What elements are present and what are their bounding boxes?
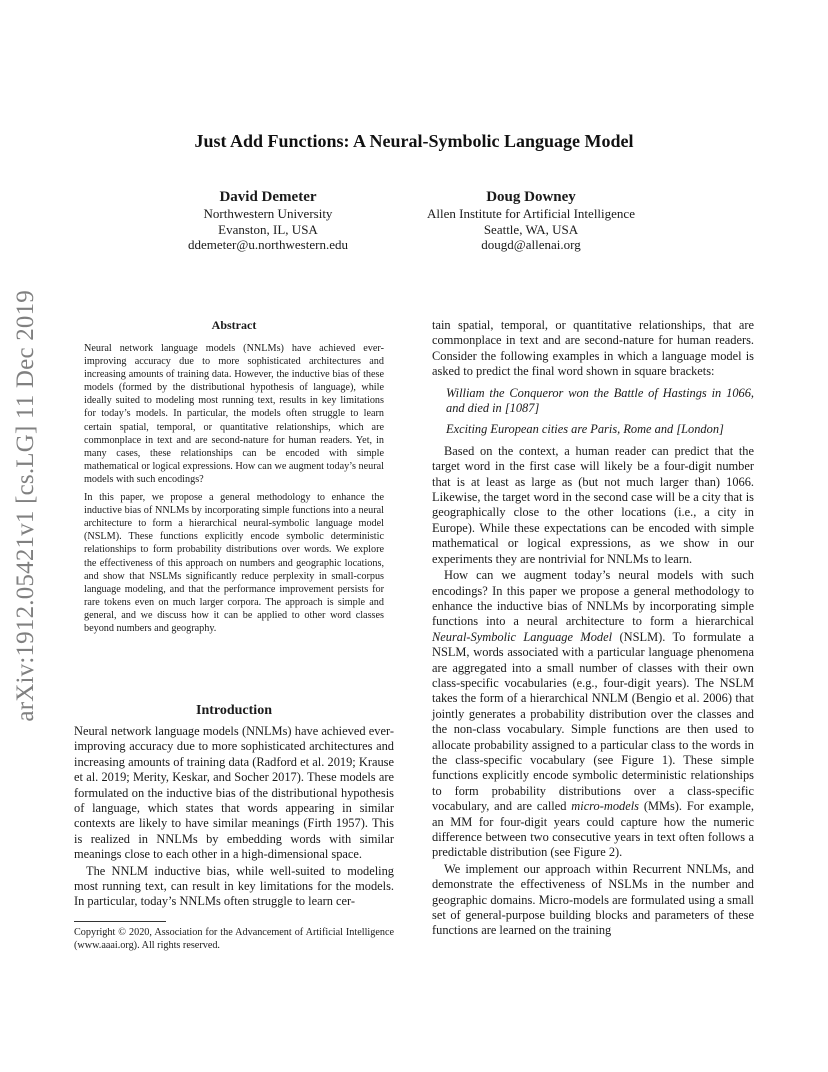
paper-title: Just Add Functions: A Neural-Symbolic Language Model bbox=[194, 131, 634, 151]
footnote-rule bbox=[74, 921, 166, 922]
author-affiliation: Allen Institute for Artificial Intelligence bbox=[427, 206, 635, 221]
body-paragraph: Based on the context, a human reader can predict that the target word in the first case will likely be a four-digit number that is at least as large as (but not much larger than) 1066. Likewise, the target word in the second case will be a city that is geographically close to the other locations (i.e., a city in Europe). While these expectations can be encoded with simple mathematical or logical expressions, as we show in our experiments they are nontrivial for NNLMs to learn. bbox=[432, 443, 754, 566]
body-paragraph: tain spatial, temporal, or quantitative relationships, that are commonplace in text and are second-nature for human readers. Consider the following examples in which a language model is asked to predict the final word shown in square brackets: bbox=[432, 318, 754, 379]
author-location: Evanston, IL, USA bbox=[218, 221, 318, 237]
example-sentence: Exciting European cities are Paris, Rome and [London] bbox=[446, 422, 724, 437]
italic-term: Neural-Symbolic Language Model bbox=[432, 629, 613, 644]
body-paragraph bbox=[432, 568, 754, 861]
italic-term: micro-models bbox=[571, 799, 639, 814]
arxiv-stamp: arXiv:1912.05421v1 [cs.LG] 11 Dec 2019 bbox=[12, 290, 39, 722]
intro-paragraph: The NNLM inductive bias, while well-suited to modeling most running text, can result in key limitations for the models. In particular, today’s NNLMs often struggle to learn cer- bbox=[74, 863, 394, 909]
abstract-heading: Abstract bbox=[211, 318, 257, 332]
author-email: dougd@allenai.org bbox=[481, 237, 581, 252]
introduction-heading: Introduction bbox=[196, 703, 272, 718]
author-name: Doug Downey bbox=[486, 189, 576, 205]
introduction-body bbox=[74, 724, 394, 911]
footnote bbox=[74, 926, 394, 952]
author-name: David Demeter bbox=[219, 189, 317, 205]
intro-paragraph: Neural network language models (NNLMs) have achieved ever-improving accuracy due to more sophisticated architectures and increasing amounts of training data (Radford et al. 2019; Krause et al. 2019; Merity, Keskar, and Socher 2017). These models are formulated on the inductive bias of the distributional hypothesis of language, which states that words appearing in similar contexts are likely to have similar meanings (Firth 1957). This is realized in NNLMs by embedding words with similar meanings close to each other in a high-dimensional space. bbox=[74, 724, 394, 862]
text-run: (MMs). For example, an MM for four-digit years could capture how the numeric difference between two consecutive years in text often follows a predictable distribution (see Figure 2). bbox=[432, 799, 754, 860]
example-sentence: William the Conqueror won the Battle of Hastings in 1066, and died in [1087] bbox=[446, 385, 754, 416]
right-column bbox=[432, 318, 754, 940]
abstract-paragraph: Neural network language models (NNLMs) have achieved ever-improving accuracy due to more sophisticated architectures and increasing amounts of training data. However, the inductive bias of these models (formed by the distributional hypothesis of language), while ideally suited to modeling most running text, results in key limitations for today’s models. In particular, the models often struggle to learn certain spatial, temporal, or quantitative relationships, which are commonplace in text and are second-nature for human readers. Yet, in many cases, these relationships can be encoded with simple mathematical or logical expressions. How can we augment today’s neural models with such encodings? bbox=[84, 343, 384, 485]
text-run: How can we augment today’s neural models with such encodings? In this paper we propose a general methodology to enhance the inductive bias of NNLMs by incorporating simple functions into a neural architecture to form a hierarchical bbox=[432, 568, 754, 629]
author-affiliation: Northwestern University bbox=[203, 206, 333, 221]
text-run: (NSLM). To formulate a NSLM, words associated with a particular language phenomena are aggregated into a small number of classes with their own class-specific vocabularies (e.g., four-digit years). The NSLM takes the form of a hierarchical NNLM (Bengio et al. 2006) that jointly generates a probability distribution over the classes and the non-class vocabulary. Simple functions are then used to allocate probability assigned to a particular class to the words in the class-specific vocabulary (see Figure 1). These simple functions explicitly encode symbolic deterministic relationships to form probability distributions over a class-specific vocabulary, and are called bbox=[432, 629, 754, 814]
abstract-body bbox=[74, 342, 394, 640]
author-email: ddemeter@u.northwestern.edu bbox=[188, 237, 348, 252]
body-paragraph: We implement our approach within Recurrent NNLMs, and demonstrate the effectiveness of NSLMs in the number and geographic domains. Micro-models are formulated using a small set of general-purpose building blocks and parameters of these functions are learned on the training bbox=[432, 861, 754, 938]
author-block-1 bbox=[118, 188, 418, 253]
author-block-2 bbox=[381, 188, 681, 253]
copyright-note: Copyright © 2020, Association for the Advancement of Artificial Intelligence (www.aaai.org). All rights reserved. bbox=[74, 927, 394, 951]
abstract-paragraph: In this paper, we propose a general methodology to enhance the inductive bias of NNLMs by incorporating simple functions into a neural architecture to form a hierarchical neural-symbolic language model (NSLM). These functions explicitly encode symbolic deterministic relationships to form probability distributions over words. We explore the effectiveness of this approach on numbers and geographic locations, and show that NSLMs significantly reduce perplexity in small-corpus language modeling, and that the performance improvement persists for rare tokens even on much larger corpora. The approach is simple and general, and we discuss how it can be applied to other word classes beyond numbers and geography. bbox=[84, 492, 384, 634]
author-location: Seattle, WA, USA bbox=[483, 221, 579, 237]
